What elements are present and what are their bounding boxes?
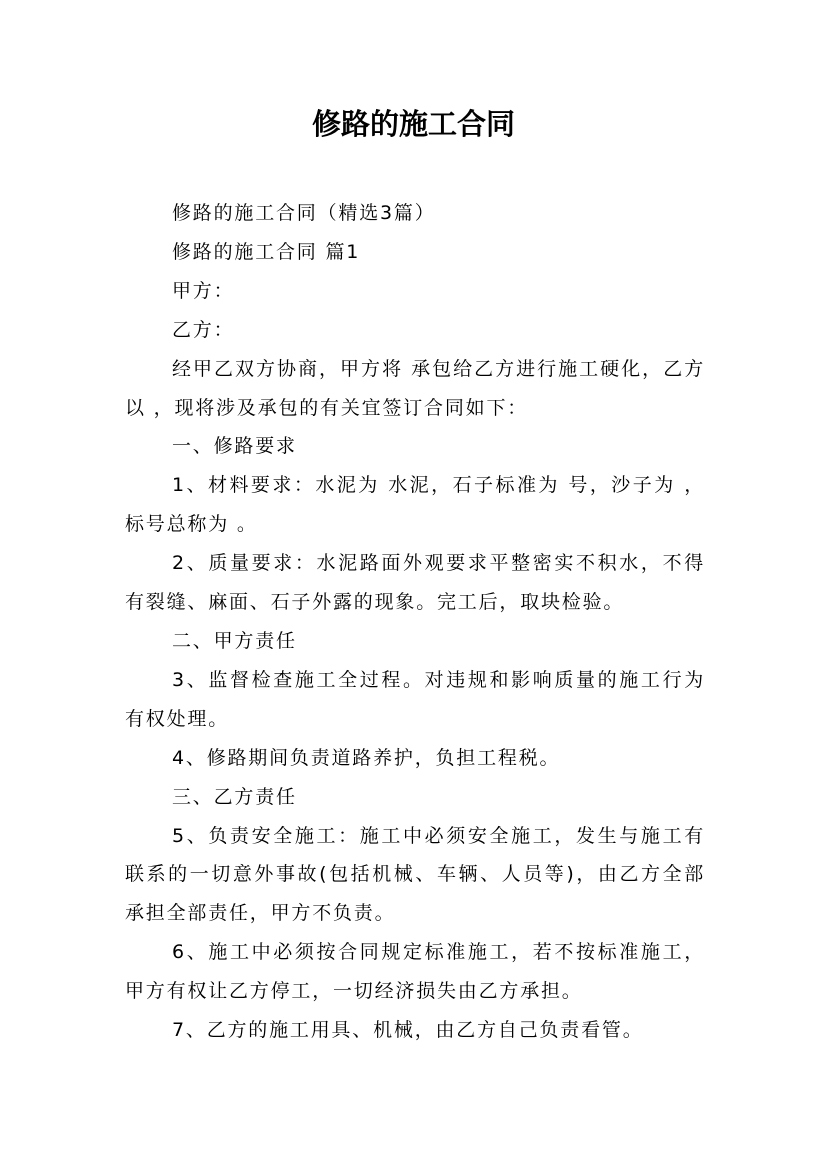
paragraph-party-b: 乙方： [172,318,235,341]
clause-5-safety: 5、负责安全施工：施工中必须安全施工，发生与施工有联系的一切意外事故(包括机械、车辆、人员等)，由乙方全部承担全部责任，甲方不负责。 [125,824,705,925]
clause-3-supervision: 3、监督检查施工全过程。对违规和影响质量的施工行为有权处理。 [125,668,705,730]
section-heading-party-b-duties: 三、乙方责任 [172,785,297,808]
clause-1-materials: 1、材料要求：水泥为 水泥，石子标准为 号，沙子为 ，标号总称为 。 [125,474,705,536]
clause-4-maintenance: 4、修路期间负责道路养护，负担工程税。 [172,746,561,769]
clause-6-standards: 6、施工中必须按合同规定标准施工，若不按标准施工，甲方有权让乙方停工，一切经济损失由乙方承担。 [125,941,705,1003]
clause-2-quality: 2、质量要求：水泥路面外观要求平整密实不积水，不得有裂缝、麻面、石子外露的现象。完工后，取块检验。 [125,552,705,614]
paragraph-subtitle: 修路的施工合同（精选3篇） [172,202,436,224]
clause-7-equipment: 7、乙方的施工用具、机械，由乙方自己负责看管。 [172,1019,644,1042]
section-heading-party-a-duties: 二、甲方责任 [172,629,297,652]
paragraph-preamble: 经甲乙双方协商，甲方将 承包给乙方进行施工硬化，乙方以 ，现将涉及承包的有关宜签订合同如下： [125,357,705,419]
paragraph-party-a: 甲方： [172,279,235,302]
document-title: 修路的施工合同 [311,107,515,141]
document-body [125,194,705,1050]
paragraph-article-heading: 修路的施工合同 篇1 [172,240,361,263]
section-heading-road-requirements: 一、修路要求 [172,435,297,458]
